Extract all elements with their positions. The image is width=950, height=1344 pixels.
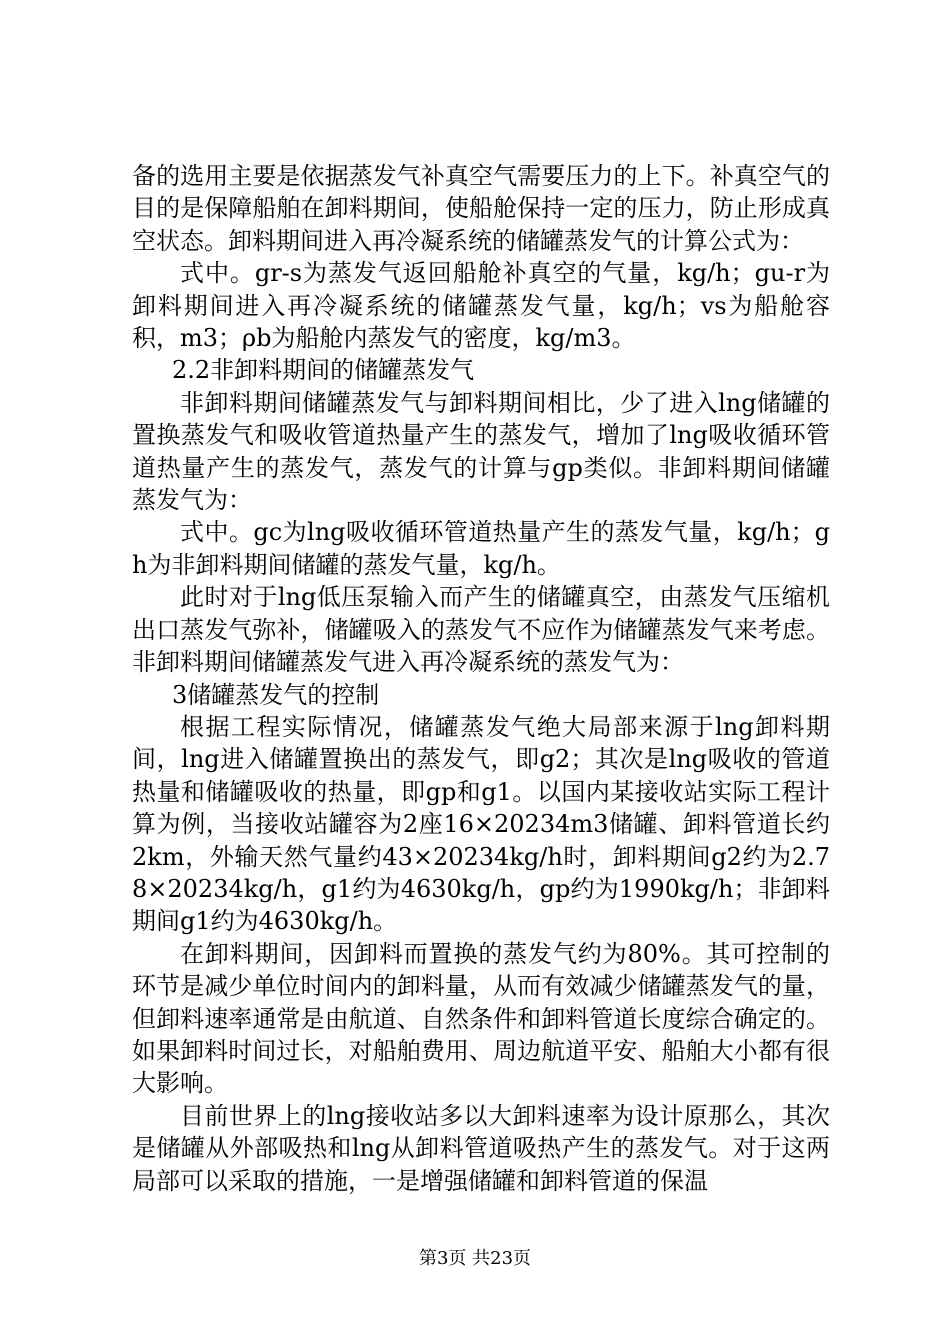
section-heading-2-2: 2.2非卸料期间的储罐蒸发气 (172, 356, 475, 385)
paragraph-continuation: 备的选用主要是依据蒸发气补真空气需要压力的上下。补真空气的目的是保障船舶在卸料期间，使船舱保持一定的压力，防止形成真空状态。卸料期间进入再冷凝系统的储罐蒸发气的计算公式为： (132, 162, 830, 255)
paragraph-unloading-rate: 在卸料期间，因卸料而置换的蒸发气约为80%。其可控制的环节是减少单位时间内的卸料量，从而有效减少储罐蒸发气的量，但卸料速率通常是由航道、自然条件和卸料管道长度综合确定的。如果卸料时间过长，对船舶费用、周边航道平安、船舶大小都有很大影响。 (132, 939, 830, 1098)
paragraph-formula-note-1: 式中。gr-s为蒸发气返回船舱补真空的气量，kg/h；gu-r为卸料期间进入再冷凝系统的储罐蒸发气量，kg/h；vs为船舱容积，m3；ρb为船舱内蒸发气的密度，kg/m3。 (132, 259, 830, 353)
paragraph-vacuum: 此时对于lng低压泵输入而产生的储罐真空，由蒸发气压缩机出口蒸发气弥补，储罐吸入的蒸发气不应作为储罐蒸发气来考虑。非卸料期间储罐蒸发气进入再冷凝系统的蒸发气为： (132, 583, 830, 677)
paragraph-formula-note-2: 式中。gc为lng吸收循环管道热量产生的蒸发气量，kg/h；gh为非卸料期间储罐的蒸发气量，kg/h。 (132, 518, 830, 579)
paragraph-insulation: 目前世界上的lng接收站多以大卸料速率为设计原那么，其次是储罐从外部吸热和lng从卸料管道吸热产生的蒸发气。对于这两局部可以采取的措施，一是增强储罐和卸料管道的保温 (132, 1101, 830, 1195)
paragraph-non-unloading: 非卸料期间储罐蒸发气与卸料期间相比，少了进入lng储罐的置换蒸发气和吸收管道热量产生的蒸发气，增加了lng吸收循环管道热量产生的蒸发气，蒸发气的计算与gp类似。非卸料期间储罐蒸发气为： (132, 388, 830, 515)
body-text (132, 160, 830, 1197)
paragraph-engineering: 根据工程实际情况，储罐蒸发气绝大局部来源于lng卸料期间，lng进入储罐置换出的蒸发气，即g2；其次是lng吸收的管道热量和储罐吸收的热量，即gp和g1。以国内某接收站实际工程计算为例，当接收站罐容为2座16×20234m3储罐、卸料管道长约2km，外输天然气量约43×20234kg/h时，卸料期间g2约为2.78×20234kg/h，g1约为4630kg/h，gp约为1990kg/h；非卸料期间g1约为4630kg/h。 (132, 712, 830, 936)
page-footer: 第3页 共23页 (418, 1248, 532, 1269)
section-heading-3: 3储罐蒸发气的控制 (172, 680, 380, 709)
